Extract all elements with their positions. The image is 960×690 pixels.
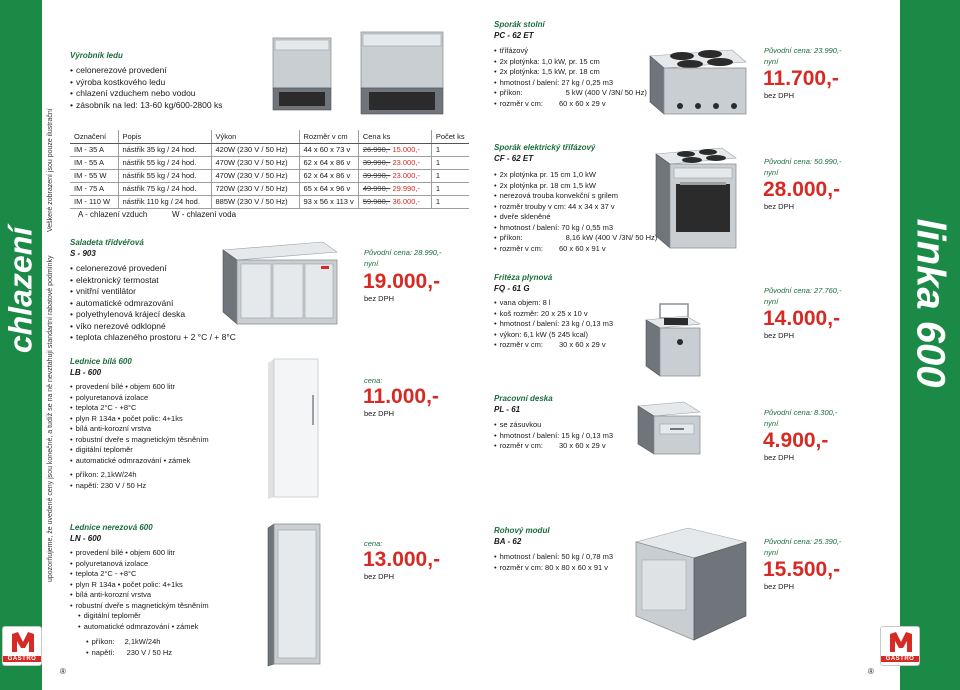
- electric-stove-price: 28.000,-: [763, 178, 841, 201]
- price-note: upozorňujeme, že uvedené ceny jsou konečné, a tudíž se na ně nevztahují standartní rabatové podmínky: [47, 255, 54, 582]
- stove-code: PC - 62 ET: [494, 31, 534, 40]
- logo-text: GASTRO: [3, 656, 41, 662]
- new-price: 15.000,-: [392, 145, 420, 154]
- registered-mark: ®: [868, 667, 874, 676]
- list-item: • třífázový: [494, 46, 647, 57]
- cell-size: 62 x 64 x 86 v: [299, 169, 358, 182]
- fryer-price: 14.000,-: [763, 307, 841, 330]
- cell-qty: 1: [431, 156, 468, 169]
- list-item: • rozměr trouby v cm: 44 x 34 x 37 v: [494, 202, 657, 213]
- list-item: • plyn R 134a • počet polic: 4+1ks: [70, 580, 209, 591]
- list-item: • nerezová trouba konvekční s grilem: [494, 191, 657, 202]
- saladeta-features: [70, 263, 236, 344]
- table-header-row: [70, 130, 469, 143]
- cell-power: 885W (230 V / 50 Hz): [211, 195, 299, 208]
- old-price: 39.990,-: [362, 158, 391, 167]
- stove-price: 11.700,-: [763, 67, 839, 90]
- list-item: • hmotnost / balení: 23 kg / 0,13 m3: [494, 319, 613, 330]
- new-price: 23.000,-: [392, 158, 420, 167]
- worktop-features: [494, 420, 613, 452]
- cell-desc: nástřik 55 kg / 24 hod.: [118, 156, 211, 169]
- electric-stove-vat: bez DPH: [764, 202, 795, 211]
- stove-image: [640, 36, 750, 120]
- section-title-right: linka 600: [908, 218, 953, 388]
- corner-vat: bez DPH: [764, 582, 795, 591]
- white-fridge-price: 11.000,-: [363, 385, 439, 408]
- cell-price: [358, 169, 431, 182]
- list-item: • teplota 2°C - +8°C: [70, 569, 209, 580]
- registered-mark: ®: [60, 667, 66, 676]
- fryer-orig-price: Původní cena: 27.760,-: [764, 286, 842, 295]
- old-price: 59.980,-: [362, 197, 391, 206]
- list-item: • hmotnost / balení: 15 kg / 0,13 m3: [494, 431, 613, 442]
- cell-code: IM - 35 A: [70, 143, 118, 156]
- table-row: [70, 182, 469, 195]
- list-item: • celonerezové provedení: [70, 263, 236, 275]
- fryer-image: [638, 298, 708, 380]
- new-price: 36.000,-: [392, 197, 420, 206]
- corner-features: [494, 552, 613, 573]
- legend-air: A - chlazení vzduch: [78, 210, 148, 219]
- list-item: • příkon: 5 kW (400 V /3N/ 50 Hz): [494, 88, 647, 99]
- table-row: [70, 156, 469, 169]
- rm-logo-icon: [10, 630, 36, 654]
- fryer-code: FQ - 61 G: [494, 284, 530, 293]
- list-item: • napětí: 230 V / 50 Hz: [70, 481, 146, 492]
- fryer-vat: bez DPH: [764, 331, 795, 340]
- stove-title: Sporák stolní: [494, 20, 545, 29]
- list-item: • robustní dveře s magnetickým těsněním: [70, 435, 209, 446]
- cell-power: 470W (230 V / 50 Hz): [211, 169, 299, 182]
- saladeta-vat: bez DPH: [364, 294, 395, 303]
- white-fridge-specs: [70, 470, 146, 491]
- cell-qty: 1: [431, 195, 468, 208]
- list-item: • hmotnost / balení: 27 kg / 0,25 m3: [494, 78, 647, 89]
- list-item: • polyuretanová izolace: [70, 393, 209, 404]
- list-item: • hmotnost / balení: 70 kg / 0,55 m3: [494, 223, 657, 234]
- white-fridge-code: LB - 600: [70, 368, 102, 377]
- list-item: • koš rozměr: 20 x 25 x 10 v: [494, 309, 613, 320]
- list-item: • plyn R 134a • počet polic: 4+1ks: [70, 414, 209, 425]
- corner-orig-price: Původní cena: 25.390,-: [764, 537, 842, 546]
- list-item: • automatické odmrazování: [70, 298, 236, 310]
- worktop-title: Pracovní deska: [494, 394, 553, 403]
- list-item: • výroba kostkového ledu: [70, 77, 222, 89]
- cell-size: 44 x 60 x 73 v: [299, 143, 358, 156]
- list-item: • bílá anti-korozní vrstva: [70, 590, 209, 601]
- worktop-orig-price: Původní cena: 8.300,-: [764, 408, 838, 417]
- list-item: • příkon: 8,16 kW (400 V /3N/ 50 Hz): [494, 233, 657, 244]
- table-row: [70, 195, 469, 208]
- white-fridge-title: Lednice bílá 600: [70, 357, 132, 366]
- left-side-band: [0, 0, 42, 690]
- steel-fridge-label: cena:: [364, 539, 383, 548]
- cell-price: [358, 156, 431, 169]
- list-item: • 2x plotýnka: 1,5 kW, pr. 18 cm: [494, 67, 647, 78]
- list-item: • elektronický termostat: [70, 275, 236, 287]
- worktop-now: nyní: [764, 419, 779, 428]
- saladeta-price: 19.000,-: [363, 270, 441, 293]
- list-item: • rozměr v cm: 60 x 60 x 91 v: [494, 244, 657, 255]
- list-item: • zásobník na led: 13-60 kg/600-2800 ks: [70, 100, 222, 112]
- list-item: • vnitřní ventilátor: [70, 286, 236, 298]
- section-title-left: chlazení: [2, 226, 39, 354]
- list-item: • hmotnost / balení: 50 kg / 0,78 m3: [494, 552, 613, 563]
- steel-fridge-price: 13.000,-: [363, 548, 441, 571]
- list-item: • celonerezové provedení: [70, 65, 222, 77]
- column-header: Cena ks: [358, 130, 431, 143]
- list-item: • rozměr v cm: 80 x 80 x 60 x 91 v: [494, 563, 613, 574]
- right-side-band: [900, 0, 960, 690]
- illustration-note: Veškeré zobrazení jsou pouze ilustrační: [47, 108, 54, 232]
- cell-size: 65 x 64 x 96 v: [299, 182, 358, 195]
- list-item: • 2x plotýnka pr. 15 cm 1,0 kW: [494, 170, 657, 181]
- list-item: • vana objem: 8 l: [494, 298, 613, 309]
- corner-module-image: [628, 520, 754, 650]
- cell-desc: nástřik 75 kg / 24 hod.: [118, 182, 211, 195]
- saladeta-now: nyní: [364, 259, 379, 268]
- saladeta-orig-price: Původní cena: 28.990,-: [364, 248, 442, 257]
- list-item: • víko nerezové odklopné: [70, 321, 236, 333]
- list-item: • příkon: 2,1kW/24h: [86, 637, 172, 648]
- list-item: • automatické odmrazování • zámek: [78, 622, 198, 633]
- list-item: • 2x plotýnka: 1,0 kW, pr. 15 cm: [494, 57, 647, 68]
- column-header: Výkon: [211, 130, 299, 143]
- corner-title: Rohový modul: [494, 526, 550, 535]
- list-item: • robustní dveře s magnetickým těsněním: [70, 601, 209, 612]
- list-item: • rozměr v cm: 30 x 60 x 29 v: [494, 340, 613, 351]
- new-price: 23.000,-: [392, 171, 420, 180]
- list-item: • dveře skleněné: [494, 212, 657, 223]
- old-price: 26.990,-: [362, 145, 391, 154]
- steel-fridge-vat: bez DPH: [364, 572, 395, 581]
- steel-fridge-features-2: [78, 611, 198, 632]
- electric-stove-features: [494, 170, 657, 254]
- table-row: [70, 143, 469, 156]
- list-item: • automatické odmrazování • zámek: [70, 456, 209, 467]
- ice-maker-large-image: [355, 24, 455, 124]
- table-row: [70, 169, 469, 182]
- saladeta-image: [215, 238, 340, 333]
- column-header: Označení: [70, 130, 118, 143]
- list-item: • digitální teploměr: [70, 445, 209, 456]
- list-item: • teplota 2°C - +8°C: [70, 403, 209, 414]
- cell-code: IM - 55 W: [70, 169, 118, 182]
- cell-price: [358, 182, 431, 195]
- cell-code: IM - 75 A: [70, 182, 118, 195]
- stove-now: nyní: [764, 57, 779, 66]
- list-item: • napětí: 230 V / 50 Hz: [86, 648, 172, 659]
- list-item: • bílá anti-korozní vrstva: [70, 424, 209, 435]
- steel-fridge-image: [262, 520, 328, 670]
- steel-fridge-title: Lednice nerezová 600: [70, 523, 153, 532]
- corner-code: BA - 62: [494, 537, 522, 546]
- fryer-title: Fritéza plynová: [494, 273, 553, 282]
- cell-qty: 1: [431, 169, 468, 182]
- list-item: • polyethylenová krájecí deska: [70, 309, 236, 321]
- list-item: • se zásuvkou: [494, 420, 613, 431]
- worktop-price: 4.900,-: [763, 429, 829, 452]
- stove-orig-price: Původní cena: 23.990,-: [764, 46, 842, 55]
- fryer-features: [494, 298, 613, 351]
- electric-stove-now: nyní: [764, 168, 779, 177]
- ice-maker-table: [70, 130, 469, 209]
- column-header: Počet ks: [431, 130, 468, 143]
- saladeta-title: Saladeta třídvéřová: [70, 238, 144, 247]
- cell-price: [358, 143, 431, 156]
- cell-power: 720W (230 V / 50 Hz): [211, 182, 299, 195]
- white-fridge-image: [262, 355, 326, 503]
- white-fridge-vat: bez DPH: [364, 409, 395, 418]
- cell-qty: 1: [431, 182, 468, 195]
- column-header: Popis: [118, 130, 211, 143]
- white-fridge-features: [70, 382, 209, 466]
- list-item: • rozměr v cm: 60 x 60 x 29 v: [494, 99, 647, 110]
- new-price: 29.990,-: [392, 184, 420, 193]
- list-item: • polyuretanová izolace: [70, 559, 209, 570]
- list-item: • rozměr v cm: 30 x 60 x 29 v: [494, 441, 613, 452]
- rm-logo-icon: [888, 630, 914, 654]
- fryer-now: nyní: [764, 297, 779, 306]
- steel-fridge-features: [70, 548, 209, 611]
- cell-power: 420W (230 V / 50 Hz): [211, 143, 299, 156]
- list-item: • výkon: 6,1 kW (5 245 kcal): [494, 330, 613, 341]
- electric-stove-title: Sporák elektrický třífázový: [494, 143, 596, 152]
- worktop-vat: bez DPH: [764, 453, 795, 462]
- cell-desc: nástřik 55 kg / 24 hod.: [118, 169, 211, 182]
- cell-size: 93 x 56 x 113 v: [299, 195, 358, 208]
- steel-fridge-code: LN - 600: [70, 534, 102, 543]
- cell-desc: nástřik 110 kg / 24 hod.: [118, 195, 211, 208]
- worktop-code: PL - 61: [494, 405, 521, 414]
- corner-price: 15.500,-: [763, 558, 841, 581]
- list-item: • teplota chlazeného prostoru + 2 °C / + 8°C: [70, 332, 236, 344]
- list-item: • příkon: 2,1kW/24h: [70, 470, 146, 481]
- brand-logo-left: [2, 626, 42, 666]
- steel-fridge-specs: [86, 637, 172, 658]
- electric-stove-image: [648, 138, 743, 258]
- list-item: • provedení bílé • objem 600 litr: [70, 382, 209, 393]
- worktop-image: [630, 390, 710, 464]
- cell-code: IM - 55 A: [70, 156, 118, 169]
- cell-size: 62 x 64 x 86 v: [299, 156, 358, 169]
- list-item: • 2x plotýnka pr. 18 cm 1,5 kW: [494, 181, 657, 192]
- corner-now: nyní: [764, 548, 779, 557]
- ice-maker-small-image: [265, 30, 345, 120]
- old-price: 39.990,-: [362, 171, 391, 180]
- column-header: Rozměr v cm: [299, 130, 358, 143]
- old-price: 49.990,-: [362, 184, 391, 193]
- saladeta-code: S - 903: [70, 249, 96, 258]
- legend-water: W - chlazení voda: [172, 210, 237, 219]
- brand-logo-right: [880, 626, 920, 666]
- logo-text: GASTRO: [881, 656, 919, 662]
- white-fridge-label: cena:: [364, 376, 383, 385]
- list-item: • digitální teploměr: [78, 611, 198, 622]
- cell-code: IM - 110 W: [70, 195, 118, 208]
- electric-stove-orig-price: Původní cena: 50.990,-: [764, 157, 842, 166]
- cell-desc: nástřik 35 kg / 24 hod.: [118, 143, 211, 156]
- electric-stove-code: CF - 62 ET: [494, 154, 534, 163]
- cell-power: 470W (230 V / 50 Hz): [211, 156, 299, 169]
- cell-price: [358, 195, 431, 208]
- list-item: • provedení bílé • objem 600 litr: [70, 548, 209, 559]
- cell-qty: 1: [431, 143, 468, 156]
- stove-vat: bez DPH: [764, 91, 795, 100]
- ice-maker-features: [70, 65, 222, 111]
- list-item: • chlazení vzduchem nebo vodou: [70, 88, 222, 100]
- stove-features: [494, 46, 647, 109]
- ice-maker-title: Výrobník ledu: [70, 51, 123, 60]
